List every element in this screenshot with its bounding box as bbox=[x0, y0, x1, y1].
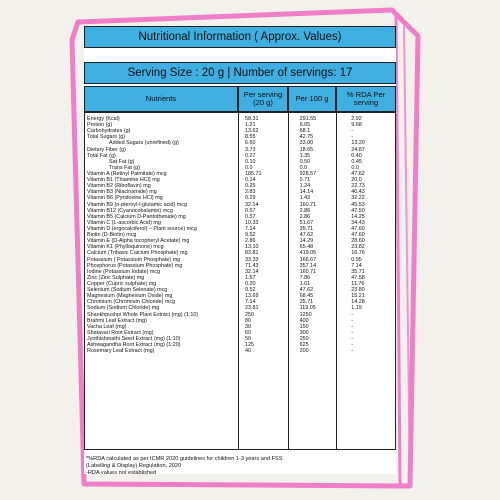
rda-value: - bbox=[351, 323, 354, 330]
rda-value: - bbox=[351, 329, 354, 336]
per-serving-value: 125 bbox=[244, 342, 254, 349]
rda-value: 34.43 bbox=[351, 219, 365, 226]
per-100g-value: 35.71 bbox=[299, 225, 314, 232]
per-serving-value: 1.57 bbox=[244, 274, 256, 281]
per-100g-value: 35.71 bbox=[299, 299, 314, 306]
nutrient-name: Total Fat (g) bbox=[87, 152, 116, 159]
per-serving-value: 9.52 bbox=[244, 232, 256, 239]
per-serving-value: 250 bbox=[244, 311, 254, 318]
nutrient-name: Ashwagandha Root Extract (mg) (1:20) bbox=[87, 342, 181, 349]
footnote: -RDA values not established bbox=[86, 470, 157, 476]
nutrient-name: Vitamin B6 (Pyridoxine HCl) mg bbox=[87, 195, 163, 202]
col-per-100g: Per 100 g bbox=[288, 86, 336, 112]
per-100g-value: 291.55 bbox=[299, 116, 317, 122]
per-serving-value: 3.73 bbox=[244, 146, 256, 153]
rda-value: 16.76 bbox=[351, 250, 365, 257]
rda-value: 2.92 bbox=[351, 116, 362, 122]
per-100g-value: 2.86 bbox=[299, 207, 311, 214]
per-100g-value: 42.75 bbox=[299, 134, 314, 141]
per-100g-value: 1.01 bbox=[299, 280, 311, 287]
per-100g-value: 250 bbox=[299, 335, 309, 342]
nutrient-name: Shatavari Root Extract (mg) bbox=[87, 329, 154, 336]
per-100g-value: 166.67 bbox=[299, 256, 317, 263]
nutrient-name: Added Sugars (unrefined) (g) bbox=[109, 140, 179, 147]
rda-value: 0.40 bbox=[351, 152, 362, 159]
rda-value: - bbox=[351, 348, 354, 355]
nutrient-name: Vacha Leaf (mg) bbox=[87, 323, 127, 330]
nutrient-name: Sat Fat (g) bbox=[109, 158, 135, 165]
col-rda: % RDA Per serving bbox=[336, 86, 396, 112]
nutrient-name: Vitamin D (ergocalciferol) – Plant source) mcg bbox=[87, 225, 197, 232]
per-serving-value: 2.83 bbox=[244, 189, 256, 196]
nutrient-name: Selenium (Sodium Selenate) mcg bbox=[87, 287, 168, 294]
table-row bbox=[85, 348, 397, 354]
rda-value: - bbox=[351, 128, 354, 135]
per-100g-value: 68.1 bbox=[299, 128, 311, 135]
serving-info: Serving Size : 20 g | Number of servings: 17 bbox=[84, 62, 396, 84]
footnote: *%RDA calculated as per ICMR 2020 guidelines for children 1-3 years and FSS bbox=[86, 456, 283, 462]
per-100g-value: 1.43 bbox=[299, 195, 311, 202]
rda-value: 23.80 bbox=[351, 287, 365, 294]
rda-value: 0.45 bbox=[351, 158, 362, 165]
rda-value: - bbox=[351, 335, 354, 342]
rda-value: - bbox=[351, 317, 354, 324]
nutrition-panel bbox=[84, 26, 396, 474]
nutrient-name: Dietary Fiber (g) bbox=[87, 146, 126, 153]
per-serving-value: 83.81 bbox=[244, 250, 259, 257]
per-serving-value: 185.71 bbox=[244, 170, 262, 177]
per-serving-value: 32.14 bbox=[244, 268, 259, 275]
per-100g-value: 119.05 bbox=[299, 305, 316, 312]
nutrient-name: Calcium (Tribasic Calcium Phosphate) mg bbox=[87, 250, 188, 257]
per-100g-value: 160.71 bbox=[299, 268, 317, 275]
nutrient-name: Total Sugars (g) bbox=[87, 134, 126, 141]
per-100g-value: 0.0 bbox=[299, 164, 308, 171]
per-100g-value: 419.05 bbox=[299, 250, 317, 257]
per-serving-value: 80 bbox=[244, 317, 251, 324]
per-serving-value: 33.33 bbox=[244, 256, 259, 263]
rda-value: - bbox=[351, 311, 354, 318]
per-serving-value: 7.14 bbox=[244, 299, 256, 306]
rda-value: 47.50 bbox=[351, 207, 365, 214]
rda-value: 9.68 bbox=[351, 122, 362, 129]
nutrient-name: Vitamin K1 (Phylloquinone) mcg bbox=[87, 244, 164, 251]
per-serving-value: 0.29 bbox=[244, 195, 256, 202]
per-100g-value: 357.14 bbox=[299, 262, 317, 269]
nutrient-name: Protein (g) bbox=[87, 122, 113, 129]
rda-value: 47.62 bbox=[351, 170, 365, 177]
per-100g-value: 150 bbox=[299, 323, 309, 330]
per-serving-value: 1.21 bbox=[244, 122, 256, 129]
rda-value: 32.22 bbox=[351, 195, 365, 202]
nutrient-name: Vitamin A (Retinyl Palmitate) mcg bbox=[87, 170, 167, 177]
rda-value: 0.0 bbox=[351, 164, 359, 171]
nutrient-name: Vitamin B9 (n-pteroyl-l-glutamic acid) mcg bbox=[87, 201, 187, 208]
col-nutrients: Nutrients bbox=[84, 86, 238, 112]
per-serving-value: 13.69 bbox=[244, 293, 259, 300]
rda-value: 28.60 bbox=[351, 238, 365, 245]
per-serving-value: 0.57 bbox=[244, 207, 256, 214]
per-serving-value: 0.0 bbox=[245, 164, 253, 171]
per-serving-value: 9.52 bbox=[244, 287, 256, 294]
per-serving-value: 0.27 bbox=[244, 152, 256, 159]
per-100g-value: 200 bbox=[299, 348, 309, 355]
per-100g-value: 160.71 bbox=[299, 201, 317, 208]
nutrient-name: Shankhpushpi Whole Plant Extract (mg) (1:10) bbox=[87, 311, 199, 318]
per-100g-value: 33.00 bbox=[299, 140, 314, 147]
nutrient-name: Magnesium (Magnesium Oxide) mg bbox=[87, 293, 173, 300]
per-100g-value: 65.48 bbox=[299, 244, 314, 251]
per-100g-value: 400 bbox=[299, 317, 309, 324]
per-100g-value: 0.50 bbox=[299, 158, 311, 165]
per-serving-value: 13.10 bbox=[244, 244, 259, 251]
per-100g-value: 68.45 bbox=[299, 293, 314, 300]
rda-value: 7.14 bbox=[351, 262, 362, 269]
per-serving-value: 7.14 bbox=[244, 225, 256, 232]
nutrient-name: Carbohydrates (g) bbox=[87, 128, 131, 135]
rda-value: - bbox=[351, 342, 354, 349]
rda-value: 13.20 bbox=[351, 140, 365, 147]
nutrient-name: Brahmi Leaf Extract (mg) bbox=[87, 317, 147, 324]
nutrient-name: Vitamin B12 (Cyanocobalamin) mcg bbox=[87, 207, 173, 214]
nutrient-name: Vitamin B2 (Riboflavin) mg bbox=[87, 183, 151, 190]
rda-value: 15.21 bbox=[351, 293, 365, 300]
rda-value: 20.0 bbox=[351, 177, 362, 184]
nutrient-name: Phosphorus (Potassium Phosphate) mg bbox=[87, 262, 183, 269]
nutrient-name: Zinc (Zinc Sulphate) mg bbox=[87, 274, 145, 281]
per-serving-value: 0.25 bbox=[244, 183, 256, 190]
nutrient-name: Potassium ( Potassium Phosphate) mg bbox=[87, 256, 181, 263]
per-serving-value: 40 bbox=[244, 348, 251, 355]
per-serving-value: 71.43 bbox=[244, 262, 259, 269]
per-100g-value: 18.65 bbox=[299, 146, 314, 153]
per-serving-value: 23.81 bbox=[244, 305, 259, 312]
nutrient-name: Vitamin B1 (Thiamine HCl) mg bbox=[87, 177, 160, 184]
per-serving-value: 6.60 bbox=[245, 140, 256, 147]
col-per-serving: Per serving (20 g) bbox=[238, 86, 288, 112]
rda-value: 47.60 bbox=[351, 232, 365, 239]
rda-value: 40.43 bbox=[351, 189, 365, 196]
rda-value: - bbox=[351, 134, 354, 141]
per-100g-value: 1250 bbox=[299, 311, 312, 318]
per-serving-value: 0.14 bbox=[244, 177, 256, 184]
column-header-row bbox=[84, 86, 396, 112]
per-serving-value: 0.10 bbox=[245, 158, 256, 165]
per-100g-value: 625 bbox=[299, 342, 309, 349]
per-100g-value: 6.05 bbox=[299, 122, 311, 129]
rda-value: 22.73 bbox=[351, 183, 365, 190]
panel-title: Nutritional Information ( Approx. Values) bbox=[84, 26, 396, 48]
nutrient-name: Chromium (Chromium Chloride) mcg bbox=[87, 299, 176, 306]
footnotes bbox=[86, 456, 394, 477]
per-serving-value: 0.20 bbox=[244, 280, 256, 287]
nutrient-name: Vitamin B3 (Niacinamide) mg bbox=[87, 189, 157, 196]
per-serving-value: 0.57 bbox=[244, 213, 256, 220]
rda-value: 0.95 bbox=[351, 256, 362, 263]
per-serving-value: 32.14 bbox=[244, 201, 259, 208]
rda-value: 47.58 bbox=[351, 274, 365, 281]
per-serving-value: 8.55 bbox=[244, 134, 256, 141]
per-100g-value: 0.71 bbox=[299, 177, 311, 184]
nutrient-name: Vitamin E (D-Alpha tocopheryl Acetate) mg bbox=[87, 238, 190, 245]
per-serving-value: 60 bbox=[244, 329, 251, 336]
nutrient-name: Energy (Kcal) bbox=[87, 116, 120, 122]
per-100g-value: 300 bbox=[299, 329, 309, 336]
rda-value: 45.53 bbox=[351, 201, 365, 208]
nutrient-name: Rosemary Leaf Extract (mg) bbox=[87, 348, 155, 355]
per-serving-value: 50 bbox=[244, 335, 251, 342]
per-100g-value: 51.67 bbox=[299, 219, 314, 226]
nutrient-name: Sodium (Sodium Chloride) mg bbox=[87, 305, 160, 312]
per-100g-value: 928.57 bbox=[299, 170, 317, 177]
rda-value: 35.71 bbox=[351, 268, 365, 275]
per-serving-value: 30 bbox=[244, 323, 251, 330]
rda-value: 14.28 bbox=[351, 299, 365, 306]
nutrient-rows bbox=[85, 116, 397, 354]
per-serving-value: 13.62 bbox=[244, 128, 259, 135]
nutrient-name: Vitamin C (L-ascorbic Acid) mg bbox=[87, 219, 161, 226]
nutrient-table bbox=[84, 112, 396, 450]
per-100g-value: 1.35 bbox=[299, 152, 311, 159]
per-serving-value: 58.31 bbox=[244, 116, 259, 122]
per-100g-value: 47.62 bbox=[299, 232, 314, 239]
nutrient-name: Jyothishmathi Seed Extract (mg) (1:10) bbox=[87, 335, 181, 342]
nutrient-name: Biotin (D-Biotin) mcg bbox=[87, 232, 137, 239]
per-100g-value: 7.86 bbox=[299, 274, 311, 281]
rda-value: 47.60 bbox=[351, 225, 365, 232]
rda-value: 23.82 bbox=[351, 244, 365, 251]
per-serving-value: 2.86 bbox=[244, 238, 256, 245]
rda-value: 24.87 bbox=[351, 146, 365, 153]
footnote: (Labelling & Display) Regulation, 2020 bbox=[86, 463, 182, 469]
per-100g-value: 14.29 bbox=[299, 238, 314, 245]
per-100g-value: 2.86 bbox=[299, 213, 311, 220]
nutrient-name: Vitamin B5 (Calcium D-Pantothenate) mg bbox=[87, 213, 186, 220]
per-100g-value: 14.14 bbox=[299, 189, 314, 196]
nutrient-name: Trans Fat (g) bbox=[109, 164, 140, 171]
per-serving-value: 10.33 bbox=[244, 219, 259, 226]
nutrient-name: Copper (Cupric sulphate) mg bbox=[87, 280, 157, 287]
per-100g-value: 1.24 bbox=[299, 183, 311, 190]
nutrient-name: Iodine (Potassium Iodate) mcg bbox=[87, 268, 161, 275]
rda-value: 1.19 bbox=[351, 305, 362, 312]
rda-value: 11.76 bbox=[351, 280, 365, 287]
rda-value: 14.25 bbox=[351, 213, 365, 220]
per-100g-value: 47.62 bbox=[299, 287, 314, 294]
